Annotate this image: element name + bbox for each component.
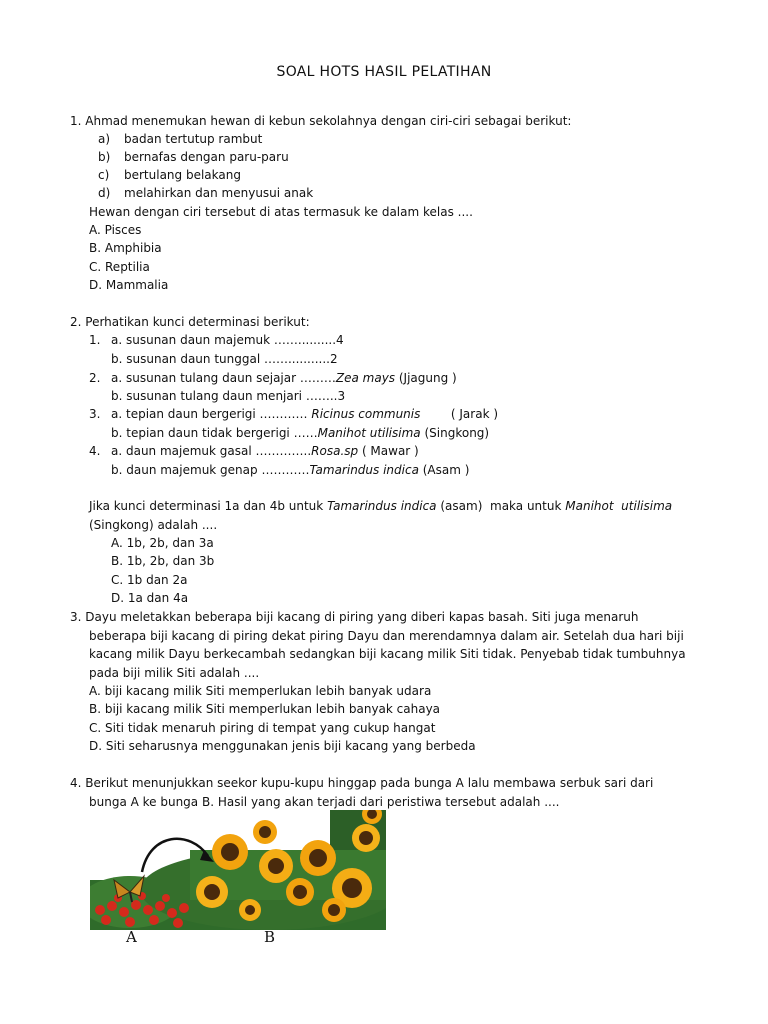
scientific-name: Manihot utilisima	[317, 426, 421, 440]
q1-option: A. Pisces	[89, 223, 142, 237]
q1-option: C. Reptilia	[89, 260, 150, 274]
illustration-svg	[90, 810, 386, 930]
q3-option: C. Siti tidak menaruh piring di tempat yang cukup hangat	[89, 721, 436, 735]
q3-stem: pada biji milik Siti adalah ....	[89, 666, 260, 680]
q3-option: B. biji kacang milik Siti memperlukan lebih banyak cahaya	[89, 702, 441, 716]
q2-key-3a: a. tepian daun bergerigi ………… Ricinus communis ( Jarak )	[111, 407, 499, 421]
scientific-name: Zea mays	[335, 371, 396, 385]
q2-key-number: 4.	[89, 444, 101, 458]
q3-stem: 3. Dayu meletakkan beberapa biji kacang di piring yang diberi kapas basah. Siti juga menaruh	[70, 610, 639, 624]
q3-stem: beberapa biji kacang di piring dekat piring Dayu dan merendamnya dalam air. Setelah dua hari biji	[89, 629, 684, 643]
q2-key-1a: a. susunan daun majemuk ……..........4	[111, 333, 344, 347]
scientific-name: Ricinus communis	[311, 407, 421, 421]
q2-option: B. 1b, 2b, dan 3b	[111, 554, 215, 568]
q2-key-number: 1.	[89, 333, 101, 347]
scientific-name: Tamarindus indica	[309, 463, 419, 477]
q1-question: Hewan dengan ciri tersebut di atas termasuk ke dalam kelas ....	[89, 205, 473, 219]
q1-feature-text: bernafas dengan paru-paru	[124, 150, 289, 164]
q1-option: D. Mammalia	[89, 278, 169, 292]
figure-label-a: A	[126, 928, 137, 946]
q2-question-line2: (Singkong) adalah ....	[89, 518, 218, 532]
q1-option: B. Amphibia	[89, 241, 162, 255]
q4-stem: bunga A ke bunga B. Hasil yang akan terjadi dari peristiwa tersebut adalah ....	[89, 795, 560, 809]
scientific-name: Manihot utilisima	[565, 499, 673, 513]
q2-option: D. 1a dan 4a	[111, 591, 189, 605]
page-title: SOAL HOTS HASIL PELATIHAN	[276, 64, 492, 80]
q1-feature-text: badan tertutup rambut	[124, 132, 263, 146]
q2-option: C. 1b dan 2a	[111, 573, 188, 587]
q2-key-4a: a. daun majemuk gasal …………..Rosa.sp ( Mawar )	[111, 444, 419, 458]
q3-option: A. biji kacang milik Siti memperlukan lebih banyak udara	[89, 684, 432, 698]
q1-feature-key: d)	[98, 186, 111, 200]
scientific-name: Tamarindus indica	[327, 499, 437, 513]
q2-stem: 2. Perhatikan kunci determinasi berikut:	[70, 315, 310, 329]
q2-key-1b: b. susunan daun tunggal ……...........2	[111, 352, 338, 366]
figure-label-b: B	[264, 928, 276, 946]
q2-key-2a: a. susunan tulang daun sejajar ………Zea mays (Jjagung )	[111, 371, 457, 385]
q1-feature-key: b)	[98, 150, 111, 164]
q1-feature-text: melahirkan dan menyusui anak	[124, 186, 314, 200]
q2-key-number: 3.	[89, 407, 101, 421]
q1-stem: 1. Ahmad menemukan hewan di kebun sekolahnya dengan ciri-ciri sebagai berikut:	[70, 114, 572, 128]
scientific-name: Rosa.sp	[311, 444, 359, 458]
q2-key-3b: b. tepian daun tidak bergerigi ……Manihot utilisima (Singkong)	[111, 426, 490, 440]
q1-feature-key: a)	[98, 132, 111, 146]
q3-option: D. Siti seharusnya menggunakan jenis biji kacang yang berbeda	[89, 739, 476, 753]
q3-stem: kacang milik Dayu berkecambah sedangkan biji kacang milik Siti tidak. Penyebab tidak tumbuhnya	[89, 647, 686, 661]
q1-feature-key: c)	[98, 168, 110, 182]
q2-key-4b: b. daun majemuk genap …………Tamarindus indica (Asam )	[111, 463, 470, 477]
q4-stem: 4. Berikut menunjukkan seekor kupu-kupu hinggap pada bunga A lalu membawa serbuk sari dari	[70, 776, 654, 790]
q2-key-2b: b. susunan tulang daun menjari ……..3	[111, 389, 346, 403]
flower-butterfly-illustration	[90, 810, 386, 930]
q2-option: A. 1b, 2b, dan 3a	[111, 536, 214, 550]
q2-key-number: 2.	[89, 371, 101, 385]
q2-question: Jika kunci determinasi 1a dan 4b untuk Tamarindus indica (asam) maka untuk Manihot utilisima	[89, 499, 673, 513]
q1-feature-text: bertulang belakang	[124, 168, 241, 182]
